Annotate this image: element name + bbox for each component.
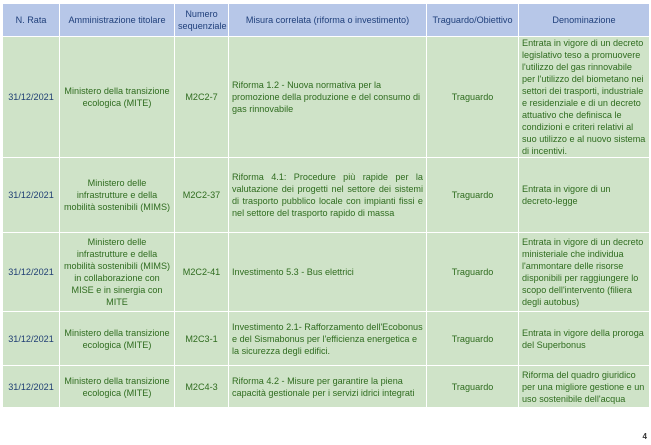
header-denominazione: Denominazione (519, 4, 650, 37)
cell-numero: M2C4-3 (175, 366, 229, 408)
cell-traguardo: Traguardo (427, 366, 519, 408)
header-amministrazione: Amministrazione titolare (60, 4, 175, 37)
cell-rata: 31/12/2021 (3, 312, 60, 366)
cell-denominazione: Riforma del quadro giuridico per una migliore gestione e un uso sostenibile dell'acqua (519, 366, 650, 408)
table-row (3, 366, 650, 408)
cell-rata: 31/12/2021 (3, 233, 60, 312)
cell-misura: Riforma 1.2 - Nuova normativa per la promozione della produzione e del consumo di gas rinnovabile (229, 37, 427, 158)
cell-numero: M2C2-7 (175, 37, 229, 158)
cell-traguardo: Traguardo (427, 312, 519, 366)
header-rata: N. Rata (3, 4, 60, 37)
cell-numero: M2C2-37 (175, 158, 229, 233)
cell-amministrazione: Ministero della transizione ecologica (MITE) (60, 366, 175, 408)
cell-denominazione: Entrata in vigore di un decreto legislativo teso a promuovere l'utilizzo del gas rinnovabile per l'utilizzo del biometano nei settori dei trasporti, industriale e residenziale e di un decreto attuativo che definisca le condizioni e criteri relativi al suo utilizzo e al nuovo sistema di incentivi. (519, 37, 650, 158)
table-row (3, 233, 650, 312)
header-numero: Numero sequenziale (175, 4, 229, 37)
cell-traguardo: Traguardo (427, 158, 519, 233)
table-row (3, 37, 650, 158)
cell-numero: M2C2-41 (175, 233, 229, 312)
cell-misura: Investimento 5.3 - Bus elettrici (229, 233, 427, 312)
header-row (3, 4, 650, 37)
cell-rata: 31/12/2021 (3, 37, 60, 158)
header-traguardo: Traguardo/Obiettivo (427, 4, 519, 37)
cell-amministrazione: Ministero della transizione ecologica (MITE) (60, 312, 175, 366)
cell-amministrazione: Ministero delle infrastrutture e della mobilità sostenibili (MIMS) in collaborazione con MISE e in sinergia con MITE (60, 233, 175, 312)
cell-numero: M2C3-1 (175, 312, 229, 366)
cell-amministrazione: Ministero delle infrastrutture e della mobilità sostenibili (MIMS) (60, 158, 175, 233)
cell-denominazione: Entrata in vigore di un decreto ministeriale che individua l'ammontare delle risorse disponibili per raggiungere lo scopo dell'intervento (filiera degli autobus) (519, 233, 650, 312)
cell-amministrazione: Ministero della transizione ecologica (MITE) (60, 37, 175, 158)
table-row (3, 312, 650, 366)
cell-misura: Riforma 4.2 - Misure per garantire la piena capacità gestionale per i servizi idrici integrati (229, 366, 427, 408)
milestones-table (2, 3, 650, 408)
cell-traguardo: Traguardo (427, 37, 519, 158)
header-misura: Misura correlata (riforma o investimento) (229, 4, 427, 37)
page-number: 4 (642, 432, 647, 441)
cell-misura: Riforma 4.1: Procedure più rapide per la valutazione dei progetti nel settore dei sistemi di trasporto pubblico locale con impianti fissi e nel settore del trasporto rapido di massa (229, 158, 427, 233)
cell-denominazione: Entrata in vigore della proroga del Superbonus (519, 312, 650, 366)
cell-misura: Investimento 2.1- Rafforzamento dell'Ecobonus e del Sismabonus per l'efficienza energetica e la sicurezza degli edifici. (229, 312, 427, 366)
cell-rata: 31/12/2021 (3, 158, 60, 233)
cell-rata: 31/12/2021 (3, 366, 60, 408)
table-row (3, 158, 650, 233)
cell-traguardo: Traguardo (427, 233, 519, 312)
cell-denominazione: Entrata in vigore di un decreto-legge (519, 158, 650, 233)
